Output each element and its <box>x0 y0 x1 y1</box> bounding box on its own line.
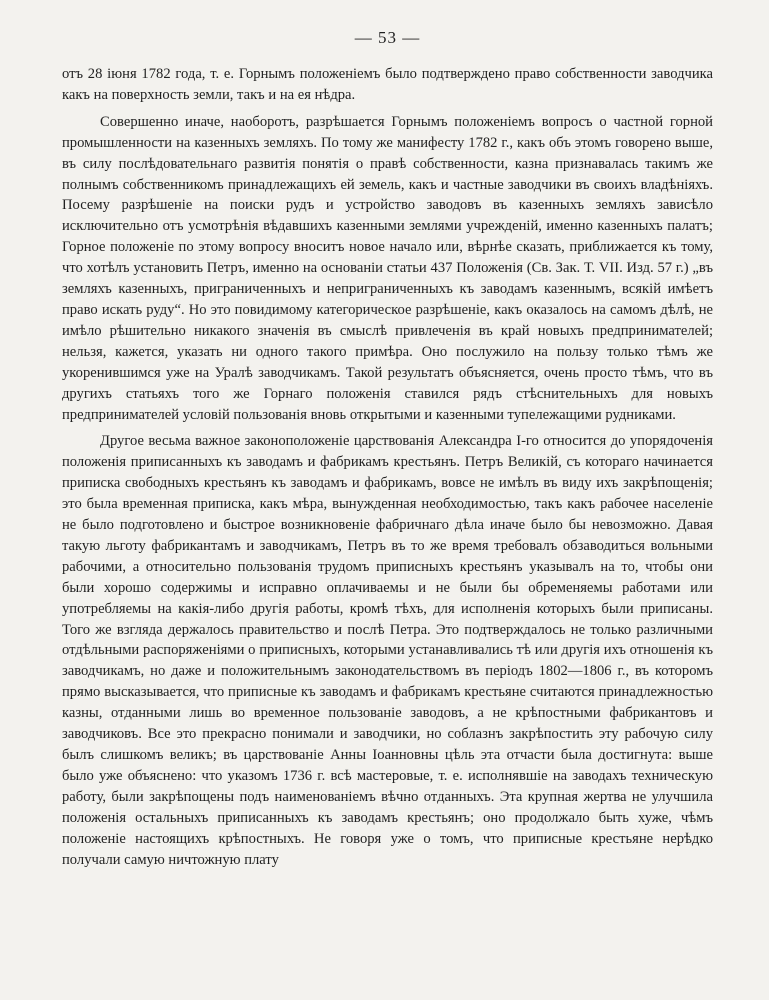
paragraph-2: Совершенно иначе, наоборотъ, разрѣшается Горнымъ положеніемъ вопросъ о частной горной промышленности на казенныхъ земляхъ. По тому же манифесту 1782 г., какъ объ этомъ говорено выше, въ силу послѣдовательнаго развитія понятія о правѣ собственности, казна признавалась такимъ же полнымъ собственникомъ принадлежащихъ ей земель, какъ и частные заводчики въ своихъ владѣніяхъ. Посему разрѣшеніе на поиски рудъ и устройство заводовъ въ казенныхъ земляхъ зависѣло исключительно отъ усмотрѣнія вѣдавшихъ казенными землями учрежденій, именно казенныхъ палатъ; Горное положеніе по этому вопросу вноситъ новое начало или, вѣрнѣе сказать, приближается къ тому, что хотѣлъ установить Петръ, именно на основаніи статьи 437 Положенія (Св. Зак. Т. VII. Изд. 57 г.) „въ земляхъ казенныхъ, приграниченныхъ и неприграниченныхъ къ заводамъ казеннымъ, всякій имѣетъ право искать руду“. Но это повидимому категорическое разрѣшеніе, какъ оказалось на самомъ дѣлѣ, не имѣло рѣшительно никакого значенія въ смыслѣ привлеченія въ край новыхъ предпринимателей; нельзя, кажется, указать ни одного такого примѣра. Оно послужило на пользу только тѣмъ же укоренившимся уже на Уралѣ заводчикамъ. Такой результатъ объясняется, очень просто тѣмъ, что въ другихъ статьяхъ того же Горнаго положенія ставился рядъ стѣснительныхъ для новыхъ предпринимателей условій пользованія вновь открытыми и казенными тупележащими рудниками. <box>62 113 713 423</box>
body-text <box>62 64 713 870</box>
paragraph-1: отъ 28 іюня 1782 года, т. е. Горнымъ положеніемъ было подтверждено право собственности заводчика какъ на поверхность земли, такъ и на ея нѣдра. <box>62 66 713 103</box>
page-number: — 53 — <box>354 28 421 47</box>
paragraph-3: Другое весьма важное законоположеніе царствованія Александра I-го относится до упорядоченія положенія приписанныхъ къ заводамъ и фабрикамъ крестьянъ. Петръ Великій, съ котораго начинается приписка свободныхъ крестьянъ къ заводамъ и фабрикамъ, вовсе не имѣлъ въ виду ихъ закрѣпощенія; это была временная приписка, какъ мѣра, вынужденная необходимостью, такъ какъ рабочее населеніе не было подготовлено и быстрое возникновеніе фабричнаго дѣла иначе было бы невозможно. Давая такую льготу фабрикантамъ и заводчикамъ, Петръ въ то же время требовалъ обзаводиться вольными рабочими, а относительно пользованія трудомъ приписныхъ крестьянъ указывалъ на то, чтобы они были хорошо содержимы и исправно оплачиваемы и не были бы обременяемы работами или употребляемы на какія-либо другія работы, кромѣ тѣхъ, для исполненія которыхъ были приписаны. Того же взгляда держалось правительство и послѣ Петра. Это подтверждалось не только различными отдѣльными распоряженіями о приписныхъ, которыми устанавливались тѣ или другія ихъ отношенія къ заводчикамъ, но даже и положительнымъ законодательствомъ въ періодъ 1802—1806 г., въ которомъ прямо высказывается, что приписные къ заводамъ и фабрикамъ крестьяне считаются принадлежностью казны, отданными лишь во временное пользованіе заводовъ, а не крѣпостными фабрикантовъ и заводчиковъ. Все это прекрасно понимали и заводчики, но соблазнъ закрѣпостить эту рабочую силу былъ слишкомъ великъ; въ царствованіе Анны Іоанновны цѣль эта отчасти была достигнута: выше было уже объяснено: что указомъ 1736 г. всѣ мастеровые, т. е. исполнявшіе на заводахъ техническую работу, были закрѣпощены подъ наименованіемъ вѣчно отданныхъ. Эта крупная жертва не улучшила положенія остальныхъ приписанныхъ къ заводамъ крестьянъ; оно продолжало быть хуже, чѣмъ положеніе настоящихъ крѣпостныхъ. Не говоря уже о томъ, что приписные крестьяне нерѣдко получали самую ничтожную плату <box>62 433 713 868</box>
